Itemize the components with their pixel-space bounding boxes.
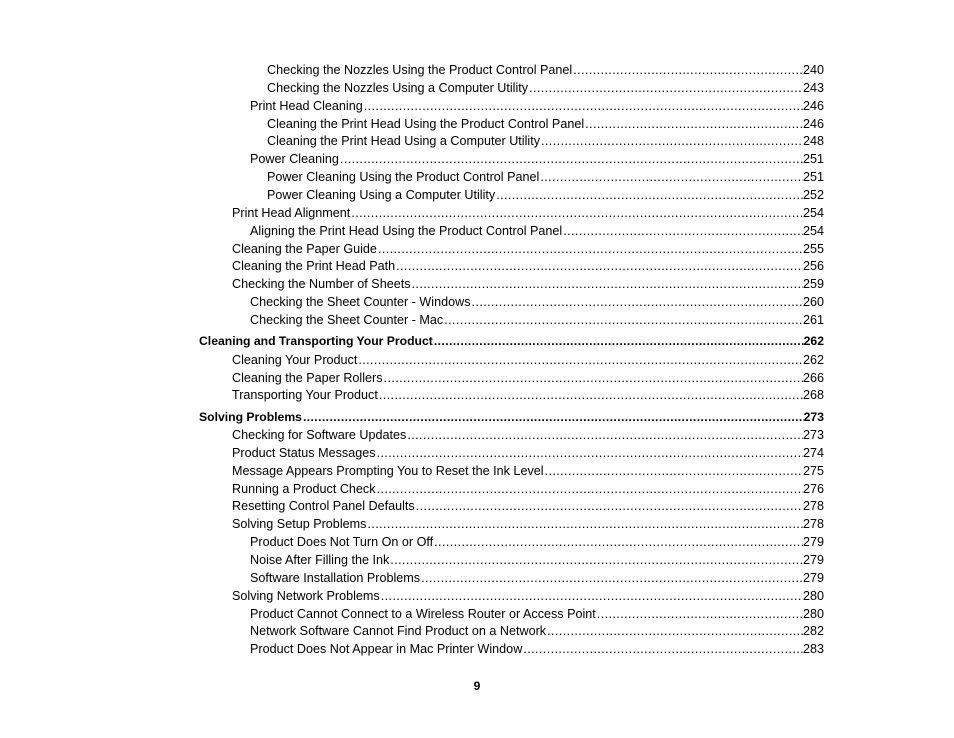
toc-entry-page: 240 [802,63,824,77]
toc-dot-leader [434,534,803,550]
toc-entry-title: Cleaning the Paper Rollers [232,370,383,385]
toc-entry[interactable] [232,586,824,604]
toc-entry-title: Software Installation Problems [250,570,421,585]
toc-dot-leader [412,276,803,292]
toc-entry-title: Power Cleaning [250,152,339,167]
toc-entry-title: Noise After Filling the Ink [250,553,390,567]
toc-dot-leader [563,223,803,239]
toc-dot-leader [529,80,803,96]
toc-entry-title: Cleaning the Print Head Using the Product Control Panel [267,116,585,131]
toc-dot-leader [396,258,803,274]
toc-entry-page: 248 [802,134,824,149]
toc-entry-page: 251 [802,152,824,167]
toc-entry-page: 243 [802,80,824,95]
toc-entry-title: Solving Setup Problems [232,517,367,532]
toc-entry-title: Cleaning Your Product [232,352,358,367]
toc-entry[interactable] [232,239,824,257]
toc-entry[interactable] [232,461,824,479]
toc-entry-title: Cleaning and Transporting Your Product [199,334,433,349]
toc-entry[interactable] [250,221,824,239]
toc-dot-leader [303,409,804,425]
toc-entry[interactable] [250,96,824,114]
toc-entry-page: 254 [802,205,824,220]
toc-dot-leader [597,606,803,622]
toc-entry[interactable] [250,568,824,586]
toc-entry[interactable] [232,425,824,443]
toc-entry[interactable] [232,203,824,221]
toc-entry[interactable] [250,639,824,657]
toc-entry-title: Solving Problems [199,409,302,424]
toc-entry-title: Message Appears Prompting You to Reset the Ink Level [232,463,544,478]
toc-dot-leader [444,312,803,328]
toc-entry-title: Transporting Your Product [232,388,378,403]
toc-dot-leader [573,62,803,78]
toc-entry-title: Product Does Not Appear in Mac Printer Window [250,642,523,657]
toc-entry-title: Print Head Cleaning [250,98,363,113]
page-number: 9 [473,679,481,693]
toc-entry-title: Power Cleaning Using a Computer Utility [267,187,496,202]
toc-dot-leader [364,98,803,114]
toc-dot-leader [384,370,803,386]
toc-entry[interactable] [250,621,824,639]
toc-dot-leader [351,205,803,221]
toc-entry-title: Product Status Messages [232,445,376,460]
toc-dot-leader [358,352,803,368]
toc-entry-page: 261 [802,312,824,327]
toc-dot-leader [367,516,803,532]
toc-entry-page: 255 [802,241,824,256]
toc-dot-leader [340,151,803,167]
toc-entry[interactable] [232,368,824,386]
toc-entry-page: 279 [802,570,824,585]
toc-entry-title: Checking the Sheet Counter - Mac [250,312,444,327]
toc-entry-page: 276 [802,481,824,496]
toc-dot-leader [421,570,803,586]
toc-entry[interactable] [250,550,824,568]
toc-dot-leader [547,623,803,639]
toc-entry-title: Checking the Nozzles Using a Computer Utility [267,80,529,95]
toc-entry-page: 274 [802,445,824,460]
toc-entry-title: Cleaning the Paper Guide [232,241,377,256]
toc-entry-title: Checking the Sheet Counter - Windows [250,295,471,310]
toc-entry-page: 246 [802,116,824,131]
toc-dot-leader [378,241,803,257]
toc-entry[interactable] [232,385,824,403]
toc-entry-title: Aligning the Print Head Using the Product Control Panel [250,223,563,238]
toc-entry-title: Cleaning the Print Head Path [232,259,396,274]
toc-entry-title: Product Does Not Turn On or Off [250,535,434,550]
toc-entry-page: 256 [802,259,824,274]
toc-entry-page: 278 [802,517,824,532]
toc-entry[interactable] [267,114,824,132]
toc-entry-page: 246 [802,98,824,113]
toc-entry[interactable] [250,292,824,310]
toc-entry[interactable] [232,274,824,292]
toc-entry[interactable] [232,496,824,514]
toc-entry-page: 279 [802,535,824,550]
toc-entry[interactable] [232,443,824,461]
toc-dot-leader [472,294,803,310]
toc-dot-leader [390,552,803,568]
toc-entry-page: 260 [802,295,824,310]
toc-dot-leader [377,445,803,461]
toc-entry[interactable] [232,479,824,497]
toc-entry-page: 273 [802,428,824,442]
toc-entry-page: 262 [802,352,824,367]
toc-entry-title: Checking the Number of Sheets [232,277,411,292]
toc-entry-title: Network Software Cannot Find Product on a Network [250,624,547,639]
toc-entry-title: Print Head Alignment [232,205,351,220]
toc-dot-leader [379,387,803,403]
toc-entry[interactable] [250,310,824,328]
toc-entry-title: Resetting Control Panel Defaults [232,499,415,514]
toc-entry-title: Product Cannot Connect to a Wireless Router or Access Point [250,606,596,621]
toc-entry[interactable] [250,604,824,622]
toc-entry-title: Checking for Software Updates [232,428,407,442]
toc-entry-page: 251 [802,170,824,185]
toc-entry[interactable] [250,532,824,550]
toc-dot-leader [434,333,804,349]
toc-entry[interactable] [267,78,824,96]
toc-dot-leader [540,169,803,185]
toc-entry-title: Running a Product Check [232,481,376,496]
toc-entry-page: 279 [802,553,824,567]
toc-dot-leader [585,116,803,132]
toc-entry[interactable] [232,256,824,274]
toc-entry-title: Solving Network Problems [232,588,380,603]
toc-entry-page: 273 [803,409,824,424]
toc-entry-page: 266 [802,370,824,385]
toc-entry[interactable] [267,167,824,185]
toc-entry-page: 275 [802,463,824,478]
toc-entry-title: Cleaning the Print Head Using a Computer Utility [267,134,540,149]
toc-entry-page: 268 [802,388,824,403]
toc-entry-title: Checking the Nozzles Using the Product Control Panel [267,63,573,77]
toc-entry-page: 280 [802,606,824,621]
toc-entry[interactable] [267,185,824,203]
toc-dot-leader [541,133,803,149]
toc-entry-page: 254 [802,223,824,238]
toc-entry[interactable] [250,149,824,167]
toc-dot-leader [416,498,803,514]
toc-entry-page: 282 [802,624,824,639]
toc-entry-title: Power Cleaning Using the Product Control Panel [267,170,540,185]
toc-entry-page: 280 [802,588,824,603]
toc-entry-page: 252 [802,187,824,202]
toc-dot-leader [545,463,803,479]
toc-entry-page: 283 [802,642,824,657]
toc-entry[interactable] [232,514,824,532]
toc-dot-leader [377,481,803,497]
toc-section-entry[interactable] [199,407,824,425]
toc-dot-leader [523,641,803,657]
toc-entry[interactable] [232,350,824,368]
toc-entry[interactable] [267,60,824,78]
toc-dot-leader [381,588,803,604]
toc-entry-page: 278 [802,499,824,514]
toc-dot-leader [407,427,803,443]
toc-entry-page: 262 [803,334,824,349]
toc-section-entry[interactable] [199,331,824,349]
toc-entry[interactable] [267,131,824,149]
toc-dot-leader [496,187,803,203]
toc-entry-page: 259 [802,277,824,292]
